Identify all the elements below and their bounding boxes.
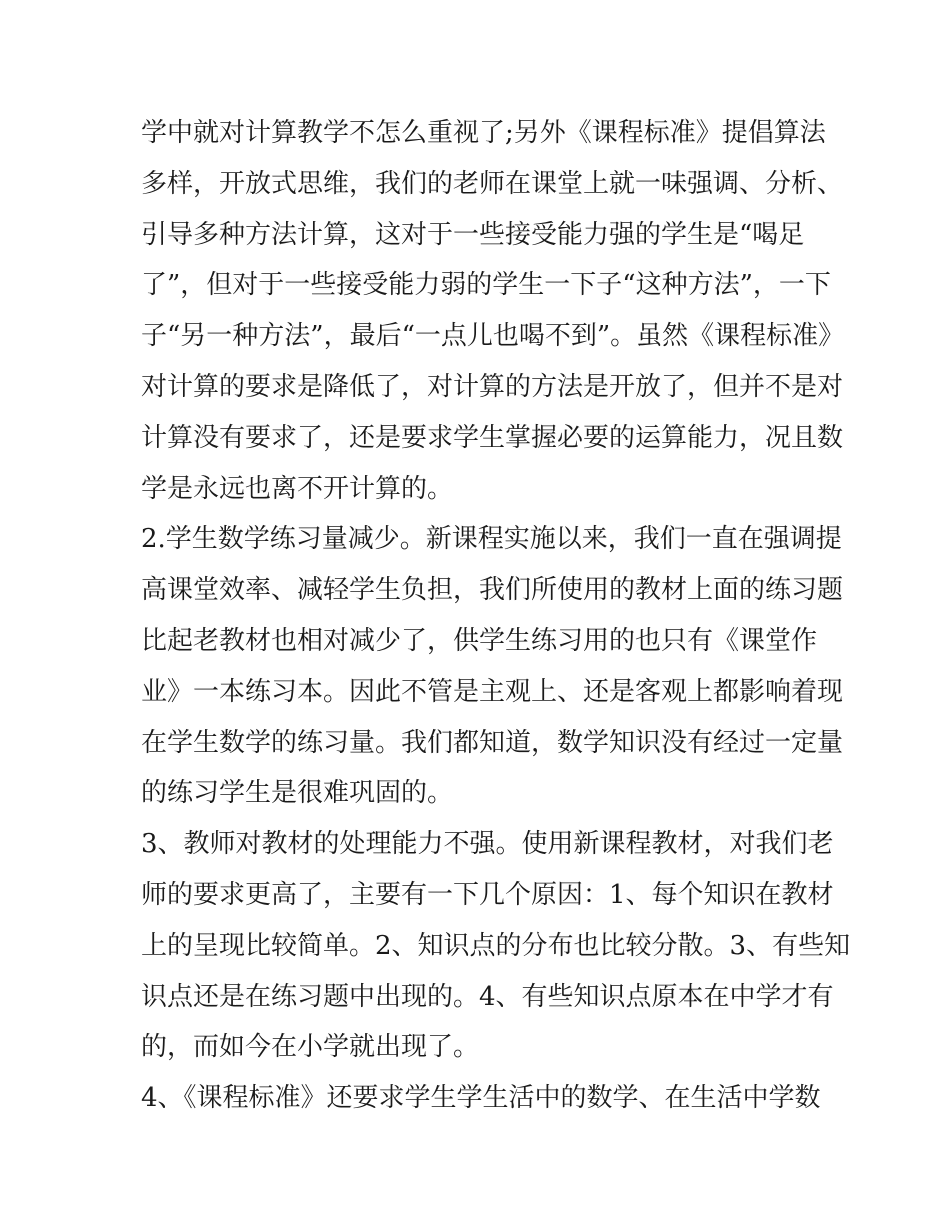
- text-line: 的，而如今在小学就出现了。: [141, 1032, 480, 1063]
- text-line: 引导多种方法计算，这对于一些接受能力强的学生是“喝足: [141, 219, 805, 250]
- text-line: 子“另一种方法”，最后“一点儿也喝不到”。虽然《课程标准》: [141, 321, 845, 352]
- text-line: 3、教师对教材的处理能力不强。使用新课程教材，对我们老: [141, 829, 834, 860]
- text-line: 对计算的要求是降低了，对计算的方法是开放了，但并不是对: [141, 371, 844, 402]
- text-line: 计算没有要求了，还是要求学生掌握必要的运算能力，况且数: [141, 422, 844, 453]
- body-text: [141, 108, 851, 1124]
- text-line: 学中就对计算教学不怎么重视了;另外《课程标准》提倡算法: [141, 118, 826, 148]
- text-line: 高课堂效率、减轻学生负担，我们所使用的教材上面的练习题: [141, 575, 844, 606]
- text-line: 上的呈现比较简单。2、知识点的分布也比较分散。3、有些知: [141, 930, 851, 961]
- text-line: 了”，但对于一些接受能力弱的学生一下子“这种方法”，一下: [141, 270, 831, 301]
- text-line: 学是永远也离不开计算的。: [141, 473, 454, 504]
- text-line: 比起老教材也相对减少了，供学生练习用的也只有《课堂作: [141, 625, 818, 656]
- text-line: 4、《课程标准》还要求学生学生活中的数学、在生活中学数: [141, 1083, 821, 1114]
- text-line: 在学生数学的练习量。我们都知道，数学知识没有经过一定量: [141, 727, 844, 758]
- text-line: 师的要求更高了，主要有一下几个原因：1、每个知识在教材: [141, 879, 834, 910]
- text-line: 多样，开放式思维，我们的老师在课堂上就一味强调、分析、: [141, 168, 844, 199]
- text-line: 业》一本练习本。因此不管是主观上、还是客观上都影响着现: [141, 676, 844, 707]
- text-line: 的练习学生是很难巩固的。: [141, 778, 454, 809]
- text-line: 识点还是在练习题中出现的。4、有些知识点原本在中学才有: [141, 981, 834, 1012]
- text-line: 2.学生数学练习量减少。新课程实施以来，我们一直在强调提: [141, 524, 842, 555]
